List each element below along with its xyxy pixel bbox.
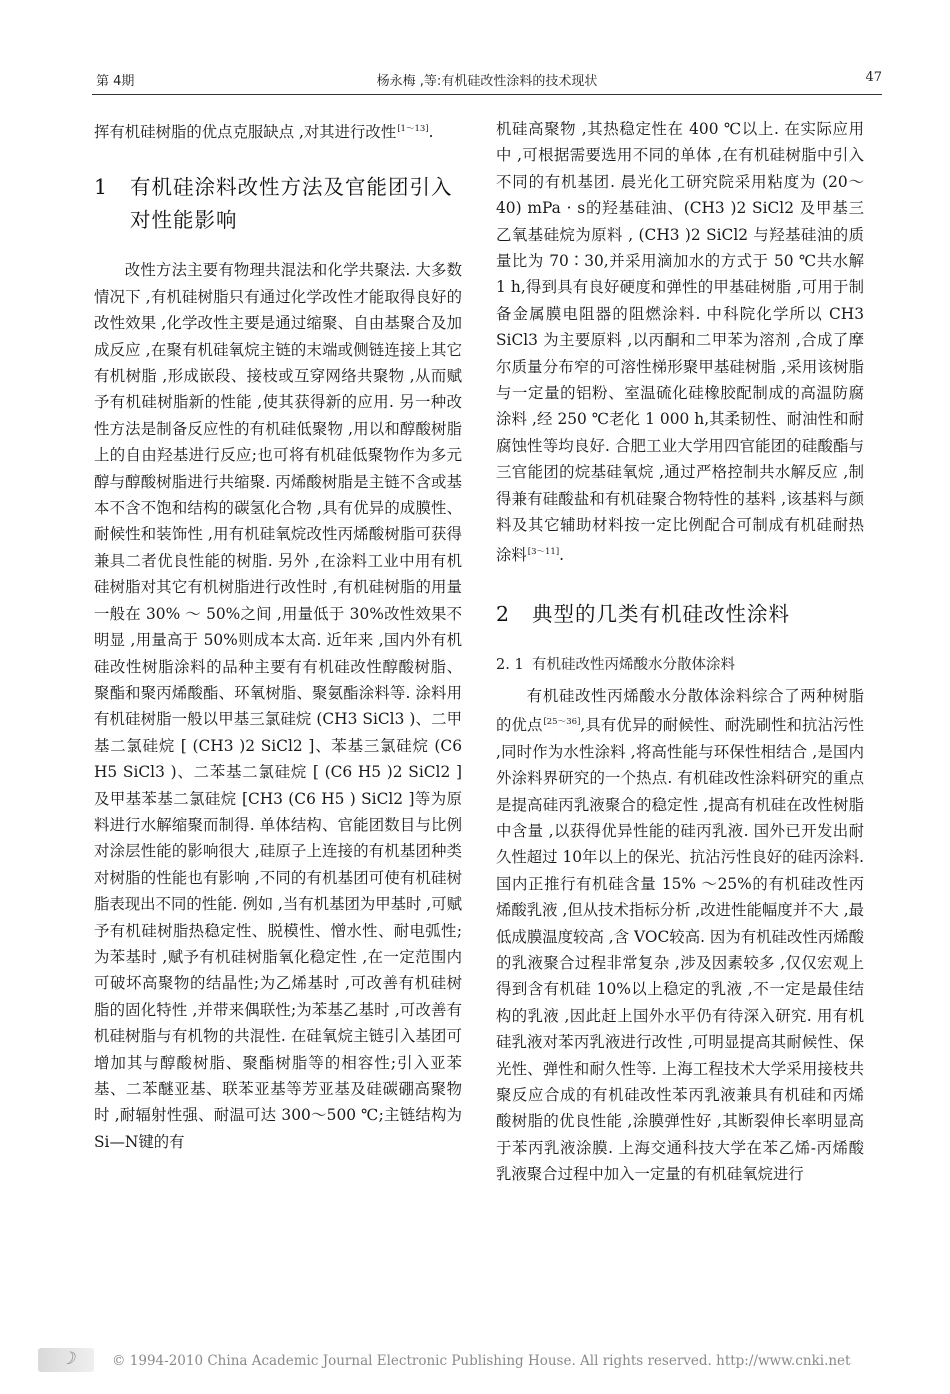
subsection-number: 2. 1 bbox=[496, 656, 524, 673]
para-start: 有机硅改性丙烯酸水分散体涂料综合了两种树脂的优点 bbox=[496, 686, 864, 735]
citation-ref: [25～36] bbox=[543, 717, 581, 728]
body-paragraph-2-1 bbox=[496, 683, 864, 1188]
running-title: 杨永梅 ,等:有机硅改性涂料的技术现状 bbox=[376, 74, 598, 89]
intro-text: 挥有机硅树脂的优点克服缺点 ,对其进行改性 bbox=[94, 123, 397, 141]
para-rest: ,具有优异的耐候性、耐洗刷性和抗沾污性 ,同时作为水性涂料 ,将高性能与环保性相结合 ,是国内外涂料界研究的一个热点. 有机硅改性涂料研究的重点是提高硅丙乳液聚合的稳定性 ,提高有机硅在改性树脂中含量 ,以获得优异性能的硅丙乳液. 国外已开发出耐久性超过 10年以上的保光、抗沾污性良好的硅丙涂料. 国内正推行有机硅含量 15% ～25%的有机硅改性丙烯酸乳液 ,但从技术指标分析 ,改进性能幅度并不大 ,最低成膜温度较高 ,含 VOC较高. 因为有机硅改性丙烯酸的乳液聚合过程非常复杂 ,涉及因素较多 ,仅仅宏观上得到含有机硅 10%以上稳定的乳液 ,不一定是最佳结构的乳液 ,因此赶上国外水平仍有待深入研究. 用有机硅乳液对苯丙乳液进行改性 ,可明显提高其耐候性、保光性、弹性和耐久性等. 上海工程技术大学采用接枝共聚反应合成的有机硅改性苯丙乳液兼具有机硅和丙烯酸树脂的优良性能 ,涂膜弹性好 ,其断裂伸长率明显高于苯丙乳液涂膜. 上海交通科技大学在苯乙烯-丙烯酸乳液聚合过程中加入一定量的有机硅氧烷进行 bbox=[496, 716, 864, 1184]
continued-period: . bbox=[559, 545, 565, 564]
citation-ref: [3～11] bbox=[527, 546, 560, 557]
page-header bbox=[92, 62, 882, 88]
subsection-title: 有机硅改性丙烯酸水分散体涂料 bbox=[532, 656, 735, 673]
subsection-heading-2-1 bbox=[496, 653, 864, 677]
publisher-logo-icon: ☽ bbox=[38, 1348, 94, 1372]
section-heading-1 bbox=[94, 171, 462, 237]
citation-ref: [1～13] bbox=[397, 124, 429, 134]
section-title: 有机硅涂料改性方法及官能团引入对性能影响 bbox=[130, 175, 453, 233]
section-number: 2 bbox=[496, 601, 510, 626]
section-number: 1 bbox=[94, 175, 108, 200]
body-paragraph-continued bbox=[496, 116, 864, 568]
section-title: 典型的几类有机硅改性涂料 bbox=[532, 601, 790, 626]
page-footer bbox=[38, 1348, 918, 1374]
intro-paragraph bbox=[94, 116, 462, 145]
page-number: 47 bbox=[865, 70, 882, 85]
right-column bbox=[496, 116, 864, 1188]
header-rule bbox=[92, 94, 882, 95]
issue-label: 第 4期 bbox=[96, 74, 135, 89]
continued-text: 机硅高聚物 ,其热稳定性在 400 ℃以上. 在实际应用中 ,可根据需要选用不同的单体 ,在有机硅树脂中引入不同的有机基团. 晨光化工研究院采用粘度为 (20～40) mPa · s的羟基硅油、(CH3 )2 SiCl2 及甲基三乙氧基硅烷为原料 , (CH3 )2 SiCl2 与羟基硅油的质量比为 70∶30,并采用滴加水的方式于 50 ℃共水解 1 h,得到具有良好硬度和弹性的甲基硅树脂 ,可用于制备金属膜电阻器的阻燃涂料. 中科院化学所以 CH3 SiCl3 为主要原料 ,以丙酮和二甲苯为溶剂 ,合成了摩尔质量分布窄的可溶性梯形聚甲基硅树脂 ,采用该树脂与一定量的铝粉、室温硫化硅橡胶配制成的高温防腐涂料 ,经 250 ℃老化 1 000 h,其柔韧性、耐油性和耐腐蚀性等均良好. 合肥工业大学用四官能团的硅酸酯与三官能团的烷基硅氧烷 ,通过严格控制共水解反应 ,制得兼有硅酸盐和有机硅聚合物特性的基料 ,该基料与颜料及其它辅助材料按一定比例配合可制成有机硅耐热涂料 bbox=[496, 120, 864, 564]
intro-period: . bbox=[428, 123, 434, 141]
left-column bbox=[94, 116, 462, 1155]
section-heading-2 bbox=[496, 598, 864, 631]
body-paragraph: 改性方法主要有物理共混法和化学共聚法. 大多数情况下 ,有机硅树脂只有通过化学改性才能取得良好的改性效果 ,化学改性主要是通过缩聚、自由基聚合及加成反应 ,在聚有机硅氧烷主链的末端或侧链连接上其它有机树脂 ,形成嵌段、接枝或互穿网络共聚物 ,从而赋予有机硅树脂新的性能 ,使其获得新的应用. 另一种改性方法是制备反应性的有机硅低聚物 ,用以和醇酸树脂上的自由羟基进行反应;也可将有机硅低聚物作为多元醇与醇酸树脂进行共缩聚. 丙烯酸树脂是主链不含或基本不含不饱和结构的碳氢化合物 ,具有优异的成膜性、耐候性和装饰性 ,用有机硅氧烷改性丙烯酸树脂可获得兼具二者优良性能的树脂. 另外 ,在涂料工业中用有机硅树脂对其它有机树脂进行改性时 ,有机硅树脂的用量一般在 30% ～ 50%之间 ,用量低于 30%改性效果不明显 ,用量高于 50%则成本太高. 近年来 ,国内外有机硅改性树脂涂料的品种主要有有机硅改性醇酸树脂、聚酯和聚丙烯酸酯、环氧树脂、聚氨酯涂料等. 涂料用有机硅树脂一般以甲基三氯硅烷 (CH3 SiCl3 )、二甲基二氯硅烷 [ (CH3 )2 SiCl2 ]、苯基三氯硅烷 (C6 H5 SiCl3 )、二苯基二氯硅烷 [ (C6 H5 )2 SiCl2 ]及甲基苯基二氯硅烷 [CH3 (C6 H5 ) SiCl2 ]等为原料进行水解缩聚而制得. 单体结构、官能团数目与比例对涂层性能的影响很大 ,硅原子上连接的有机基团种类对树脂的性能也有影响 ,不同的有机基团可使有机硅树脂表现出不同的性能. 例如 ,当有机基团为甲基时 ,可赋予有机硅树脂热稳定性、脱模性、憎水性、耐电弧性;为苯基时 ,赋予有机硅树脂氧化稳定性 ,在一定范围内可破坏高聚物的结晶性;为乙烯基时 ,可改善有机硅树脂的固化特性 ,并带来偶联性;为苯基乙基时 ,可改善有机硅树脂与有机物的共混性. 在硅氧烷主链引入基团可增加其与醇酸树脂、聚酯树脂等的相容性;引入亚苯基、二苯醚亚基、联苯亚基等芳亚基及硅碳硼高聚物时 ,耐辐射性强、耐温可达 300～500 ℃;主链结构为 Si—N键的有 bbox=[94, 261, 462, 1151]
copyright-notice: © 1994-2010 China Academic Journal Electronic Publishing House. All rights reserved. http://www.cnki.net bbox=[112, 1353, 851, 1369]
